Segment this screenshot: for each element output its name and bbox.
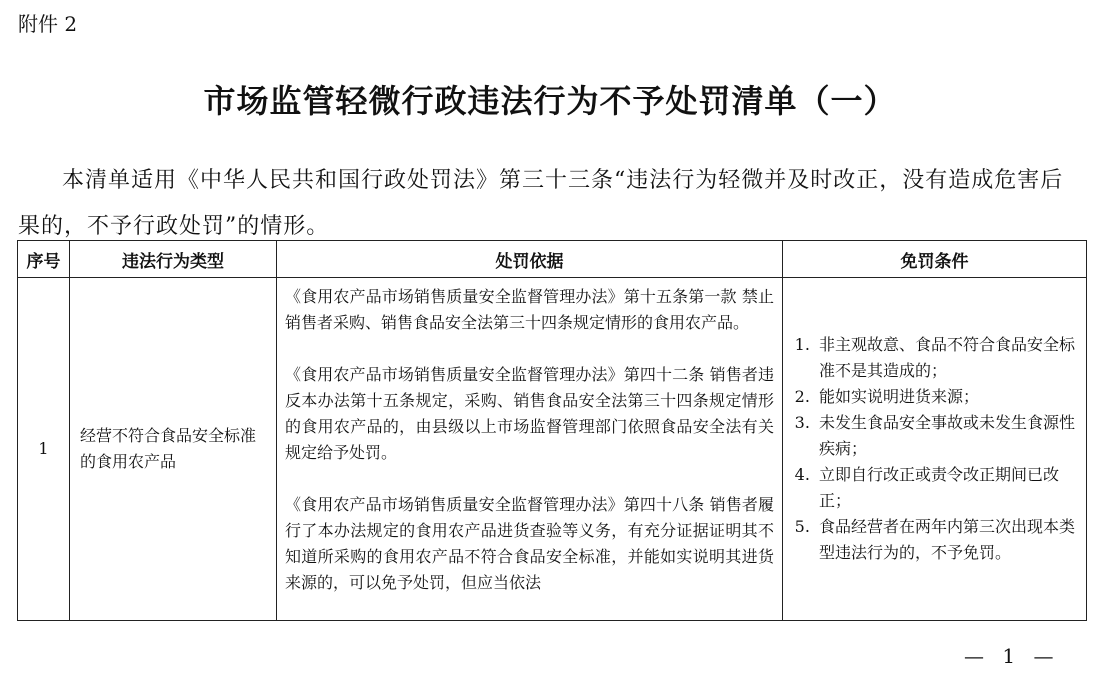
conditions-list xyxy=(791,332,1078,566)
condition-item: 4. 立即自行改正或责令改正期间已改正； xyxy=(815,462,1078,514)
basis-paragraph: 《食用农产品市场销售质量安全监督管理办法》第十五条第一款 禁止销售者采购、销售食品安全法第三十四条规定情形的食用农产品。 xyxy=(285,287,774,332)
table-row xyxy=(18,278,1087,621)
penalty-basis-cell xyxy=(277,278,783,621)
table-header-row xyxy=(18,241,1087,278)
condition-item: 1. 非主观故意、食品不符合食品安全标准不是其造成的； xyxy=(815,332,1078,384)
condition-item: 2. 能如实说明进货来源； xyxy=(815,384,1078,410)
row-number: 1 xyxy=(18,278,70,621)
penalty-exemption-table xyxy=(17,240,1087,621)
header-penalty-basis: 处罚依据 xyxy=(277,241,783,278)
page-number: — 1 — xyxy=(964,644,1060,668)
intro-paragraph: 本清单适用《中华人民共和国行政处罚法》第三十三条“违法行为轻微并及时改正，没有造成危害后果的，不予行政处罚”的情形。 xyxy=(18,168,1064,239)
header-exemption-conditions: 免罚条件 xyxy=(783,241,1087,278)
attachment-label: 附件 2 xyxy=(18,12,78,36)
header-no: 序号 xyxy=(18,241,70,278)
basis-paragraph: 《食用农产品市场销售质量安全监督管理办法》第四十八条 销售者履行了本办法规定的食用农产品进货查验等义务，有充分证据证明其不知道所采购的食用农产品不符合食品安全标准，并能如实说明其进货来源的，可以免予处罚，但应当依法 xyxy=(285,495,774,592)
violation-type: 经营不符合食品安全标准的食用农产品 xyxy=(70,278,277,621)
header-violation-type: 违法行为类型 xyxy=(70,241,277,278)
condition-item: 3. 未发生食品安全事故或未发生食源性疾病； xyxy=(815,410,1078,462)
condition-item: 5. 食品经营者在两年内第三次出现本类型违法行为的，不予免罚。 xyxy=(815,514,1078,566)
page-title: 市场监管轻微行政违法行为不予处罚清单（一） xyxy=(203,82,897,120)
exemption-conditions-cell xyxy=(783,278,1087,621)
basis-paragraph: 《食用农产品市场销售质量安全监督管理办法》第四十二条 销售者违反本办法第十五条规定，采购、销售食品安全法第三十四条规定情形的食用农产品的，由县级以上市场监督管理部门依照食品安全法有关规定给予处罚。 xyxy=(285,365,774,462)
